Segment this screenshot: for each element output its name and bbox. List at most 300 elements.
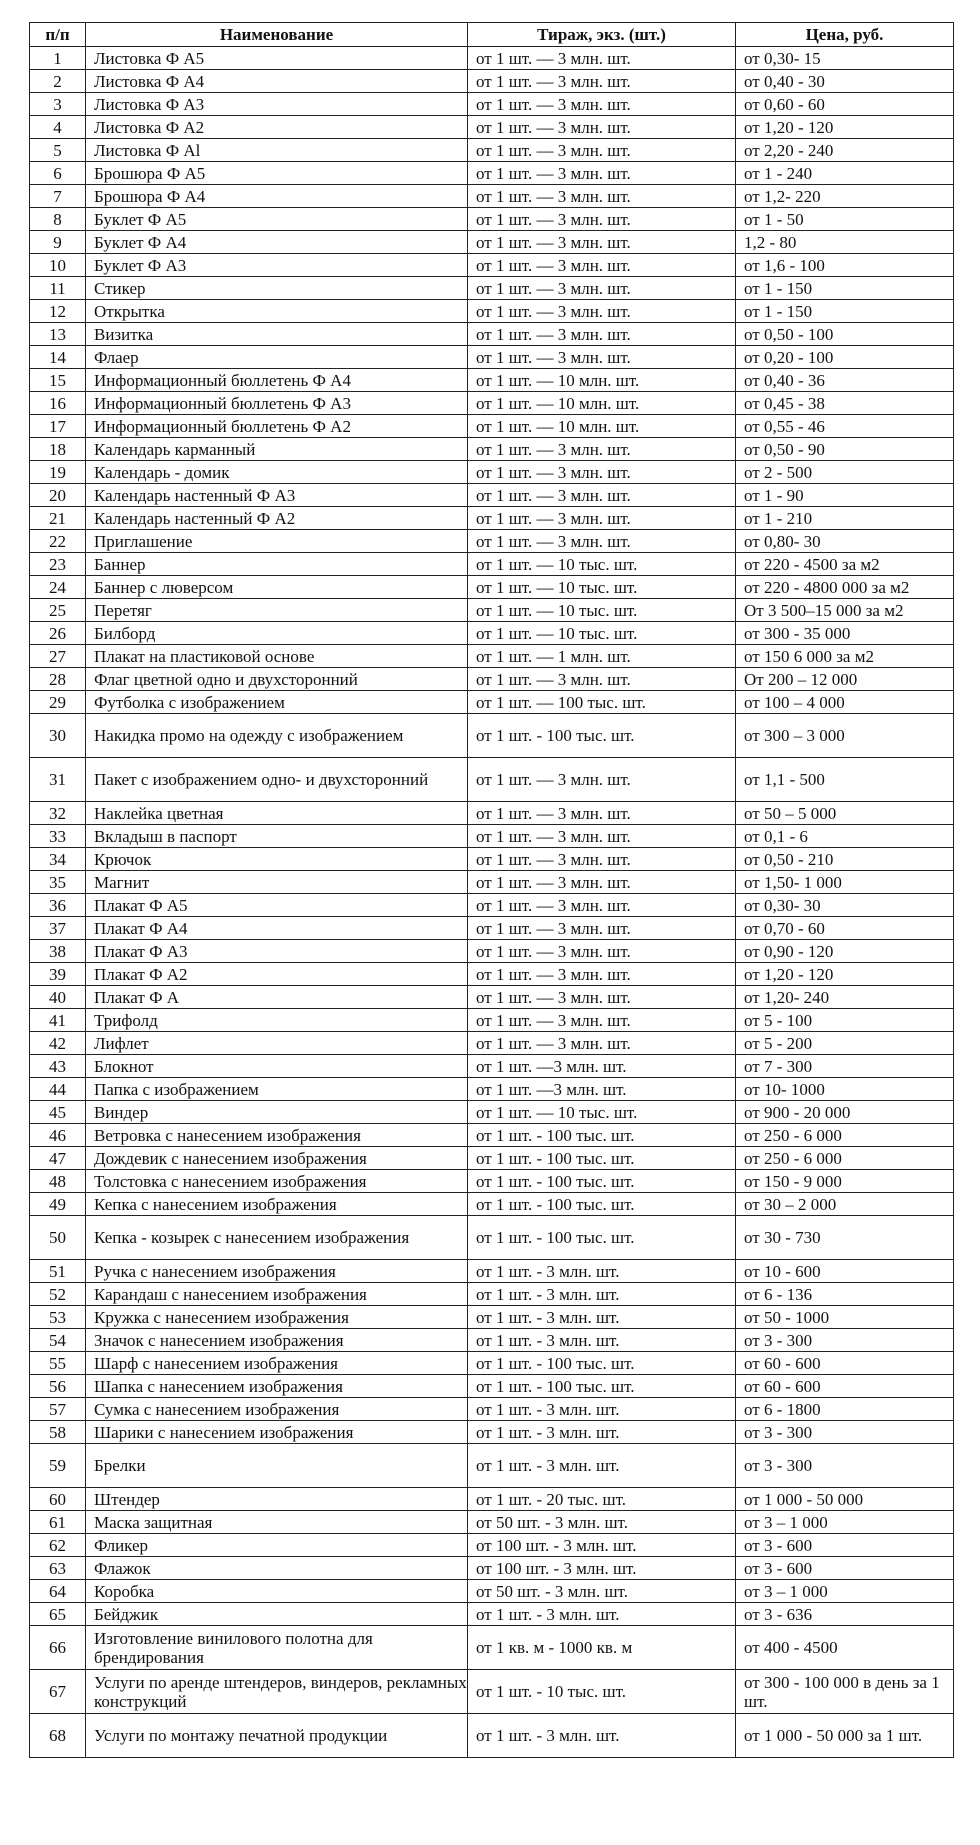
- table-row: [30, 1124, 954, 1147]
- row-number: 49: [30, 1193, 86, 1216]
- row-name: Информационный бюллетень Ф А3: [86, 392, 468, 415]
- row-name: Календарь карманный: [86, 438, 468, 461]
- table-row: [30, 1375, 954, 1398]
- row-name: Толстовка с нанесением изображения: [86, 1170, 468, 1193]
- row-number: 28: [30, 668, 86, 691]
- row-number: 4: [30, 116, 86, 139]
- row-name: Листовка Ф А2: [86, 116, 468, 139]
- row-name: Наклейка цветная: [86, 802, 468, 825]
- row-circulation: от 1 шт. — 3 млн. шт.: [468, 277, 736, 300]
- row-price: от 150 - 9 000: [736, 1170, 954, 1193]
- row-number: 54: [30, 1329, 86, 1352]
- row-circulation: от 1 шт. - 3 млн. шт.: [468, 1283, 736, 1306]
- row-name: Баннер с люверсом: [86, 576, 468, 599]
- row-number: 32: [30, 802, 86, 825]
- row-circulation: от 1 шт. — 3 млн. шт.: [468, 871, 736, 894]
- table-row: [30, 1306, 954, 1329]
- row-price: от 0,70 - 60: [736, 917, 954, 940]
- row-name: Дождевик с нанесением изображения: [86, 1147, 468, 1170]
- table-row: [30, 986, 954, 1009]
- row-circulation: от 1 шт. — 3 млн. шт.: [468, 139, 736, 162]
- row-name: Услуги по аренде штендеров, виндеров, рекламных конструкций: [86, 1670, 468, 1714]
- row-number: 5: [30, 139, 86, 162]
- row-number: 36: [30, 894, 86, 917]
- row-price: от 50 – 5 000: [736, 802, 954, 825]
- row-name: Шарф с нанесением изображения: [86, 1352, 468, 1375]
- row-price: от 60 - 600: [736, 1352, 954, 1375]
- row-price: от 1 - 150: [736, 277, 954, 300]
- row-circulation: от 1 шт. — 10 млн. шт.: [468, 392, 736, 415]
- row-circulation: от 1 шт. - 3 млн. шт.: [468, 1603, 736, 1626]
- table-row: [30, 323, 954, 346]
- row-circulation: от 100 шт. - 3 млн. шт.: [468, 1534, 736, 1557]
- row-name: Шапка с нанесением изображения: [86, 1375, 468, 1398]
- table-row: [30, 1170, 954, 1193]
- row-circulation: от 1 шт. - 20 тыс. шт.: [468, 1488, 736, 1511]
- row-number: 10: [30, 254, 86, 277]
- row-number: 27: [30, 645, 86, 668]
- table-row: [30, 871, 954, 894]
- row-name: Календарь настенный Ф А2: [86, 507, 468, 530]
- row-name: Папка с изображением: [86, 1078, 468, 1101]
- row-number: 53: [30, 1306, 86, 1329]
- table-row: [30, 1055, 954, 1078]
- row-name: Буклет Ф А4: [86, 231, 468, 254]
- row-price: от 3 – 1 000: [736, 1511, 954, 1534]
- row-number: 62: [30, 1534, 86, 1557]
- row-name: Карандаш с нанесением изображения: [86, 1283, 468, 1306]
- row-price: от 1,20- 240: [736, 986, 954, 1009]
- row-number: 66: [30, 1626, 86, 1670]
- table-row: [30, 1534, 954, 1557]
- row-number: 51: [30, 1260, 86, 1283]
- row-circulation: от 1 шт. — 10 млн. шт.: [468, 369, 736, 392]
- row-number: 35: [30, 871, 86, 894]
- row-circulation: от 1 шт. — 10 тыс. шт.: [468, 599, 736, 622]
- row-price: от 3 – 1 000: [736, 1580, 954, 1603]
- row-number: 16: [30, 392, 86, 415]
- row-name: Плакат на пластиковой основе: [86, 645, 468, 668]
- row-circulation: от 1 шт. — 3 млн. шт.: [468, 116, 736, 139]
- table-row: [30, 185, 954, 208]
- row-circulation: от 1 шт. — 3 млн. шт.: [468, 300, 736, 323]
- row-number: 61: [30, 1511, 86, 1534]
- row-price: от 1 - 90: [736, 484, 954, 507]
- row-circulation: от 1 шт. — 10 тыс. шт.: [468, 622, 736, 645]
- table-row: [30, 461, 954, 484]
- row-circulation: от 1 шт. - 3 млн. шт.: [468, 1306, 736, 1329]
- header-row: [30, 23, 954, 47]
- table-row: [30, 231, 954, 254]
- row-circulation: от 1 шт. — 3 млн. шт.: [468, 1032, 736, 1055]
- row-name: Плакат Ф А2: [86, 963, 468, 986]
- row-number: 68: [30, 1714, 86, 1758]
- row-number: 8: [30, 208, 86, 231]
- row-circulation: от 1 шт. — 3 млн. шт.: [468, 530, 736, 553]
- row-circulation: от 1 шт. — 3 млн. шт.: [468, 47, 736, 70]
- row-number: 65: [30, 1603, 86, 1626]
- row-price: от 0,60 - 60: [736, 93, 954, 116]
- row-name: Брелки: [86, 1444, 468, 1488]
- row-circulation: от 1 шт. — 3 млн. шт.: [468, 484, 736, 507]
- header-price: Цена, руб.: [736, 23, 954, 47]
- table-row: [30, 825, 954, 848]
- row-number: 15: [30, 369, 86, 392]
- row-number: 29: [30, 691, 86, 714]
- row-price: от 2,20 - 240: [736, 139, 954, 162]
- row-circulation: от 1 шт. - 10 тыс. шт.: [468, 1670, 736, 1714]
- row-price: от 3 - 300: [736, 1444, 954, 1488]
- row-name: Коробка: [86, 1580, 468, 1603]
- row-price: от 220 - 4500 за м2: [736, 553, 954, 576]
- table-row: [30, 894, 954, 917]
- table-row: [30, 70, 954, 93]
- table-row: [30, 1101, 954, 1124]
- row-number: 47: [30, 1147, 86, 1170]
- row-circulation: от 1 шт. —3 млн. шт.: [468, 1055, 736, 1078]
- row-circulation: от 1 шт. — 3 млн. шт.: [468, 208, 736, 231]
- row-number: 44: [30, 1078, 86, 1101]
- row-price: от 3 - 600: [736, 1557, 954, 1580]
- row-name: Информационный бюллетень Ф А2: [86, 415, 468, 438]
- table-row: [30, 1511, 954, 1534]
- row-circulation: от 1 шт. — 10 тыс. шт.: [468, 553, 736, 576]
- table-row: [30, 645, 954, 668]
- row-number: 63: [30, 1557, 86, 1580]
- row-circulation: от 50 шт. - 3 млн. шт.: [468, 1511, 736, 1534]
- table-row: [30, 599, 954, 622]
- row-number: 64: [30, 1580, 86, 1603]
- row-circulation: от 1 шт. — 3 млн. шт.: [468, 507, 736, 530]
- row-name: Плакат Ф А3: [86, 940, 468, 963]
- row-circulation: от 1 шт. — 3 млн. шт.: [468, 963, 736, 986]
- row-price: от 6 - 1800: [736, 1398, 954, 1421]
- row-number: 26: [30, 622, 86, 645]
- row-number: 34: [30, 848, 86, 871]
- row-circulation: от 1 шт. - 100 тыс. шт.: [468, 1147, 736, 1170]
- row-circulation: от 1 шт. - 100 тыс. шт.: [468, 1375, 736, 1398]
- row-price: от 3 - 636: [736, 1603, 954, 1626]
- price-table-body: [30, 47, 954, 1758]
- row-name: Плакат Ф А5: [86, 894, 468, 917]
- row-number: 58: [30, 1421, 86, 1444]
- table-row: [30, 1626, 954, 1670]
- row-number: 57: [30, 1398, 86, 1421]
- row-circulation: от 1 шт. - 3 млн. шт.: [468, 1398, 736, 1421]
- table-row: [30, 1444, 954, 1488]
- row-name: Перетяг: [86, 599, 468, 622]
- row-number: 6: [30, 162, 86, 185]
- table-row: [30, 1670, 954, 1714]
- row-name: Листовка Ф Al: [86, 139, 468, 162]
- row-price: от 1,50- 1 000: [736, 871, 954, 894]
- row-name: Плакат Ф А4: [86, 917, 468, 940]
- row-price: от 1 - 210: [736, 507, 954, 530]
- row-price: от 100 – 4 000: [736, 691, 954, 714]
- row-circulation: от 1 шт. — 10 тыс. шт.: [468, 576, 736, 599]
- row-number: 24: [30, 576, 86, 599]
- row-name: Календарь - домик: [86, 461, 468, 484]
- row-name: Ветровка с нанесением изображения: [86, 1124, 468, 1147]
- table-row: [30, 208, 954, 231]
- row-number: 21: [30, 507, 86, 530]
- row-price: от 5 - 200: [736, 1032, 954, 1055]
- row-number: 22: [30, 530, 86, 553]
- row-circulation: от 1 шт. - 3 млн. шт.: [468, 1421, 736, 1444]
- row-number: 9: [30, 231, 86, 254]
- row-name: Кепка с нанесением изображения: [86, 1193, 468, 1216]
- row-circulation: от 1 шт. — 3 млн. шт.: [468, 438, 736, 461]
- row-number: 1: [30, 47, 86, 70]
- row-name: Открытка: [86, 300, 468, 323]
- table-row: [30, 484, 954, 507]
- row-price: от 1 000 - 50 000 за 1 шт.: [736, 1714, 954, 1758]
- row-price: от 30 – 2 000: [736, 1193, 954, 1216]
- row-number: 2: [30, 70, 86, 93]
- table-row: [30, 802, 954, 825]
- row-price: от 1,2- 220: [736, 185, 954, 208]
- table-row: [30, 116, 954, 139]
- row-name: Магнит: [86, 871, 468, 894]
- table-row: [30, 346, 954, 369]
- row-price: от 1 - 150: [736, 300, 954, 323]
- row-name: Плакат Ф А: [86, 986, 468, 1009]
- row-name: Бейджик: [86, 1603, 468, 1626]
- row-name: Буклет Ф А5: [86, 208, 468, 231]
- row-price: от 0,45 - 38: [736, 392, 954, 415]
- row-name: Флаг цветной одно и двухсторонний: [86, 668, 468, 691]
- row-circulation: от 1 шт. — 3 млн. шт.: [468, 1009, 736, 1032]
- row-number: 18: [30, 438, 86, 461]
- row-number: 3: [30, 93, 86, 116]
- row-name: Брошюра Ф А4: [86, 185, 468, 208]
- row-price: от 50 - 1000: [736, 1306, 954, 1329]
- table-row: [30, 47, 954, 70]
- row-number: 42: [30, 1032, 86, 1055]
- row-price: от 0,1 - 6: [736, 825, 954, 848]
- header-circulation: Тираж, экз. (шт.): [468, 23, 736, 47]
- table-row: [30, 714, 954, 758]
- row-number: 31: [30, 758, 86, 802]
- row-circulation: от 1 шт. — 3 млн. шт.: [468, 668, 736, 691]
- row-name: Фликер: [86, 1534, 468, 1557]
- table-row: [30, 940, 954, 963]
- row-number: 25: [30, 599, 86, 622]
- row-price: от 0,30- 15: [736, 47, 954, 70]
- row-price: от 300 - 35 000: [736, 622, 954, 645]
- row-name: Футболка с изображением: [86, 691, 468, 714]
- table-row: [30, 758, 954, 802]
- table-row: [30, 1147, 954, 1170]
- row-name: Листовка Ф А4: [86, 70, 468, 93]
- row-circulation: от 1 шт. — 3 млн. шт.: [468, 185, 736, 208]
- row-name: Вкладыш в паспорт: [86, 825, 468, 848]
- row-circulation: от 1 шт. —3 млн. шт.: [468, 1078, 736, 1101]
- row-name: Кепка - козырек с нанесением изображения: [86, 1216, 468, 1260]
- row-price: от 0,80- 30: [736, 530, 954, 553]
- row-price: от 0,40 - 30: [736, 70, 954, 93]
- row-name: Сумка с нанесением изображения: [86, 1398, 468, 1421]
- table-row: [30, 917, 954, 940]
- row-name: Буклет Ф А3: [86, 254, 468, 277]
- row-price: от 6 - 136: [736, 1283, 954, 1306]
- row-circulation: от 1 шт. — 1 млн. шт.: [468, 645, 736, 668]
- table-row: [30, 530, 954, 553]
- table-row: [30, 1557, 954, 1580]
- row-circulation: от 1 шт. — 3 млн. шт.: [468, 346, 736, 369]
- row-circulation: от 1 шт. — 3 млн. шт.: [468, 802, 736, 825]
- row-number: 7: [30, 185, 86, 208]
- row-number: 11: [30, 277, 86, 300]
- row-price: от 10 - 600: [736, 1260, 954, 1283]
- row-name: Брошюра Ф А5: [86, 162, 468, 185]
- table-row: [30, 668, 954, 691]
- table-row: [30, 1714, 954, 1758]
- row-name: Листовка Ф А5: [86, 47, 468, 70]
- row-circulation: от 1 шт. — 3 млн. шт.: [468, 162, 736, 185]
- table-row: [30, 1283, 954, 1306]
- table-row: [30, 438, 954, 461]
- row-circulation: от 1 шт. — 3 млн. шт.: [468, 231, 736, 254]
- row-circulation: от 100 шт. - 3 млн. шт.: [468, 1557, 736, 1580]
- row-number: 48: [30, 1170, 86, 1193]
- row-name: Флаер: [86, 346, 468, 369]
- row-name: Виндер: [86, 1101, 468, 1124]
- row-name: Приглашение: [86, 530, 468, 553]
- table-row: [30, 691, 954, 714]
- row-circulation: от 1 кв. м - 1000 кв. м: [468, 1626, 736, 1670]
- row-name: Крючок: [86, 848, 468, 871]
- row-circulation: от 1 шт. — 3 млн. шт.: [468, 323, 736, 346]
- row-name: Ручка с нанесением изображения: [86, 1260, 468, 1283]
- row-number: 56: [30, 1375, 86, 1398]
- row-price: от 0,30- 30: [736, 894, 954, 917]
- row-number: 30: [30, 714, 86, 758]
- table-row: [30, 1352, 954, 1375]
- table-row: [30, 1421, 954, 1444]
- row-name: Флажок: [86, 1557, 468, 1580]
- table-row: [30, 1329, 954, 1352]
- row-circulation: от 1 шт. — 3 млн. шт.: [468, 825, 736, 848]
- row-name: Блокнот: [86, 1055, 468, 1078]
- row-price: от 30 - 730: [736, 1216, 954, 1260]
- row-number: 20: [30, 484, 86, 507]
- row-number: 50: [30, 1216, 86, 1260]
- row-name: Листовка Ф А3: [86, 93, 468, 116]
- row-number: 60: [30, 1488, 86, 1511]
- row-price: от 1 - 240: [736, 162, 954, 185]
- row-circulation: от 1 шт. — 3 млн. шт.: [468, 986, 736, 1009]
- row-price: от 7 - 300: [736, 1055, 954, 1078]
- row-price: от 0,55 - 46: [736, 415, 954, 438]
- table-row: [30, 369, 954, 392]
- row-circulation: от 1 шт. - 100 тыс. шт.: [468, 1193, 736, 1216]
- row-number: 46: [30, 1124, 86, 1147]
- row-number: 33: [30, 825, 86, 848]
- row-number: 23: [30, 553, 86, 576]
- row-price: от 1,6 - 100: [736, 254, 954, 277]
- row-number: 59: [30, 1444, 86, 1488]
- row-name: Пакет с изображением одно- и двухсторонний: [86, 758, 468, 802]
- row-name: Шарики с нанесением изображения: [86, 1421, 468, 1444]
- row-price: от 150 6 000 за м2: [736, 645, 954, 668]
- row-number: 14: [30, 346, 86, 369]
- table-row: [30, 576, 954, 599]
- row-circulation: от 1 шт. — 3 млн. шт.: [468, 254, 736, 277]
- table-row: [30, 1603, 954, 1626]
- row-circulation: от 1 шт. - 100 тыс. шт.: [468, 1352, 736, 1375]
- row-circulation: от 1 шт. — 3 млн. шт.: [468, 758, 736, 802]
- row-number: 55: [30, 1352, 86, 1375]
- row-price: От 200 – 12 000: [736, 668, 954, 691]
- row-name: Билборд: [86, 622, 468, 645]
- table-row: [30, 1580, 954, 1603]
- row-number: 52: [30, 1283, 86, 1306]
- row-number: 19: [30, 461, 86, 484]
- row-circulation: от 1 шт. - 100 тыс. шт.: [468, 1216, 736, 1260]
- row-price: от 1,20 - 120: [736, 963, 954, 986]
- row-circulation: от 1 шт. — 3 млн. шт.: [468, 894, 736, 917]
- row-circulation: от 1 шт. — 3 млн. шт.: [468, 917, 736, 940]
- table-row: [30, 392, 954, 415]
- row-price: от 0,50 - 100: [736, 323, 954, 346]
- header-number: п/п: [30, 23, 86, 47]
- table-row: [30, 1032, 954, 1055]
- row-price: от 3 - 300: [736, 1329, 954, 1352]
- table-row: [30, 622, 954, 645]
- table-row: [30, 93, 954, 116]
- table-row: [30, 1260, 954, 1283]
- row-name: Стикер: [86, 277, 468, 300]
- row-number: 13: [30, 323, 86, 346]
- table-row: [30, 1009, 954, 1032]
- table-row: [30, 254, 954, 277]
- row-price: 1,2 - 80: [736, 231, 954, 254]
- row-circulation: от 1 шт. — 3 млн. шт.: [468, 70, 736, 93]
- row-price: от 3 - 600: [736, 1534, 954, 1557]
- row-name: Трифолд: [86, 1009, 468, 1032]
- row-price: от 1,20 - 120: [736, 116, 954, 139]
- table-row: [30, 300, 954, 323]
- row-number: 37: [30, 917, 86, 940]
- row-number: 43: [30, 1055, 86, 1078]
- row-price: От 3 500–15 000 за м2: [736, 599, 954, 622]
- row-circulation: от 1 шт. - 3 млн. шт.: [468, 1329, 736, 1352]
- row-name: Изготовление винилового полотна для брендирования: [86, 1626, 468, 1670]
- row-circulation: от 1 шт. - 100 тыс. шт.: [468, 1124, 736, 1147]
- row-price: от 0,50 - 210: [736, 848, 954, 871]
- table-row: [30, 507, 954, 530]
- row-price: от 0,40 - 36: [736, 369, 954, 392]
- row-circulation: от 1 шт. — 10 тыс. шт.: [468, 1101, 736, 1124]
- row-circulation: от 1 шт. — 100 тыс. шт.: [468, 691, 736, 714]
- row-price: от 220 - 4800 000 за м2: [736, 576, 954, 599]
- row-circulation: от 1 шт. - 3 млн. шт.: [468, 1260, 736, 1283]
- row-name: Штендер: [86, 1488, 468, 1511]
- table-row: [30, 1078, 954, 1101]
- row-price: от 1 000 - 50 000: [736, 1488, 954, 1511]
- row-price: от 60 - 600: [736, 1375, 954, 1398]
- row-circulation: от 1 шт. — 3 млн. шт.: [468, 940, 736, 963]
- table-row: [30, 848, 954, 871]
- row-price: от 10- 1000: [736, 1078, 954, 1101]
- row-name: Баннер: [86, 553, 468, 576]
- table-row: [30, 1216, 954, 1260]
- row-circulation: от 1 шт. - 100 тыс. шт.: [468, 714, 736, 758]
- row-price: от 300 - 100 000 в день за 1 шт.: [736, 1670, 954, 1714]
- row-price: от 250 - 6 000: [736, 1124, 954, 1147]
- row-number: 67: [30, 1670, 86, 1714]
